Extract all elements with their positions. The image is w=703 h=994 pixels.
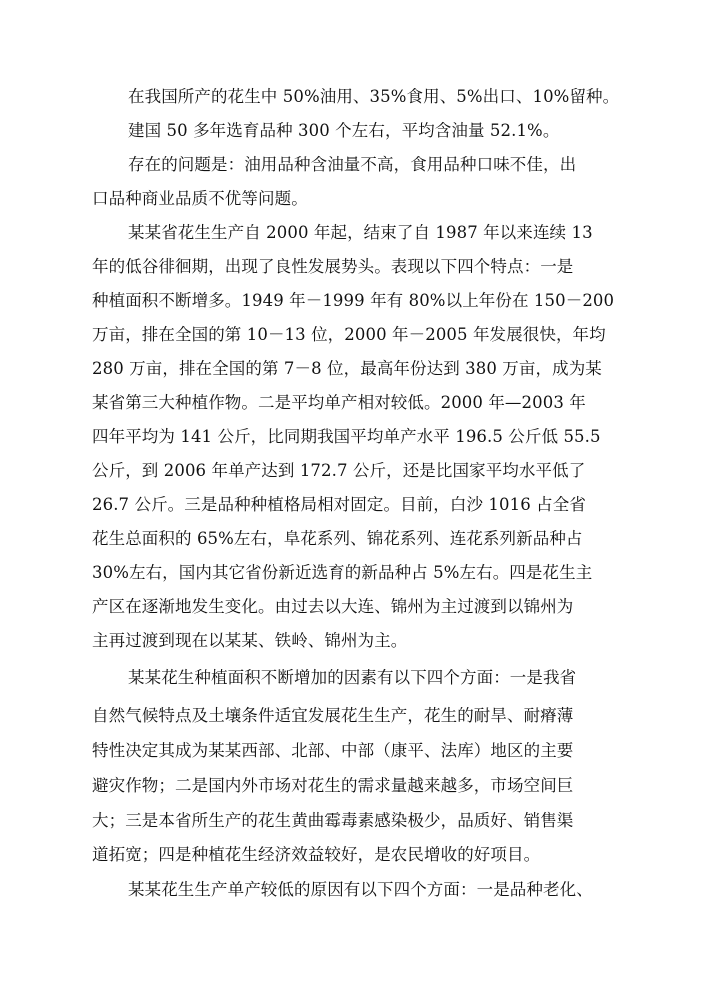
text-line: 避灾作物；二是国内外市场对花生的需求量越来越多，市场空间巨: [92, 776, 574, 795]
text-line: 特性决定其成为某某西部、北部、中部（康平、法库）地区的主要: [92, 741, 574, 760]
text-line: 在我国所产的花生中 50%油用、35%食用、5%出口、10%留种。: [128, 87, 620, 106]
text-line: 产区在逐渐地发生变化。由过去以大连、锦州为主过渡到以锦州为: [92, 597, 574, 616]
text-line: 主再过渡到现在以某某、铁岭、锦州为主。: [92, 631, 408, 650]
text-line: 大；三是本省所生产的花生黄曲霉毒素感染极少，品质好、销售渠: [92, 811, 574, 830]
text-line: 某省第三大种植作物。二是平均单产相对较低。2000 年—2003 年: [92, 393, 586, 412]
text-line: 某某省花生生产自 2000 年起，结束了自 1987 年以来连续 13: [128, 223, 593, 242]
text-line: 某某花生生产单产较低的原因有以下四个方面：一是品种老化、: [128, 880, 593, 899]
text-line: 280 万亩，排在全国的第 7－8 位，最高年份达到 380 万亩，成为某: [92, 359, 602, 378]
text-line: 公斤，到 2006 年单产达到 172.7 公斤，还是比国家平均水平低了: [92, 461, 586, 480]
text-line: 自然气候特点及土壤条件适宜发展花生生产，花生的耐旱、耐瘠薄: [92, 706, 574, 725]
text-line: 某某花生种植面积不断增加的因素有以下四个方面：一是我省: [128, 668, 577, 687]
text-line: 26.7 公斤。三是品种种植格局相对固定。目前，白沙 1016 占全省: [92, 495, 586, 514]
text-line: 四年平均为 141 公斤，比同期我国平均单产水平 196.5 公斤低 55.5: [92, 427, 601, 446]
text-line: 30%左右，国内其它省份新近选育的新品种占 5%左右。四是花生主: [92, 563, 593, 582]
text-line: 年的低谷徘徊期，出现了良性发展势头。表现以下四个特点：一是: [92, 257, 574, 276]
text-line: 存在的问题是：油用品种含油量不高，食用品种口味不佳，出: [128, 155, 577, 174]
text-line: 建国 50 多年选育品种 300 个左右，平均含油量 52.1%。: [128, 121, 560, 140]
text-line: 种植面积不断增多。1949 年－1999 年有 80%以上年份在 150－200: [92, 291, 615, 310]
text-line: 万亩，排在全国的第 10－13 位，2000 年－2005 年发展很快，年均: [92, 325, 606, 344]
text-line: 花生总面积的 65%左右，阜花系列、锦花系列、连花系列新品种占: [92, 529, 583, 548]
text-line: 口品种商业品质不优等问题。: [92, 189, 308, 208]
text-line: 道拓宽；四是种植花生经济效益较好，是农民增收的好项目。: [92, 845, 541, 864]
